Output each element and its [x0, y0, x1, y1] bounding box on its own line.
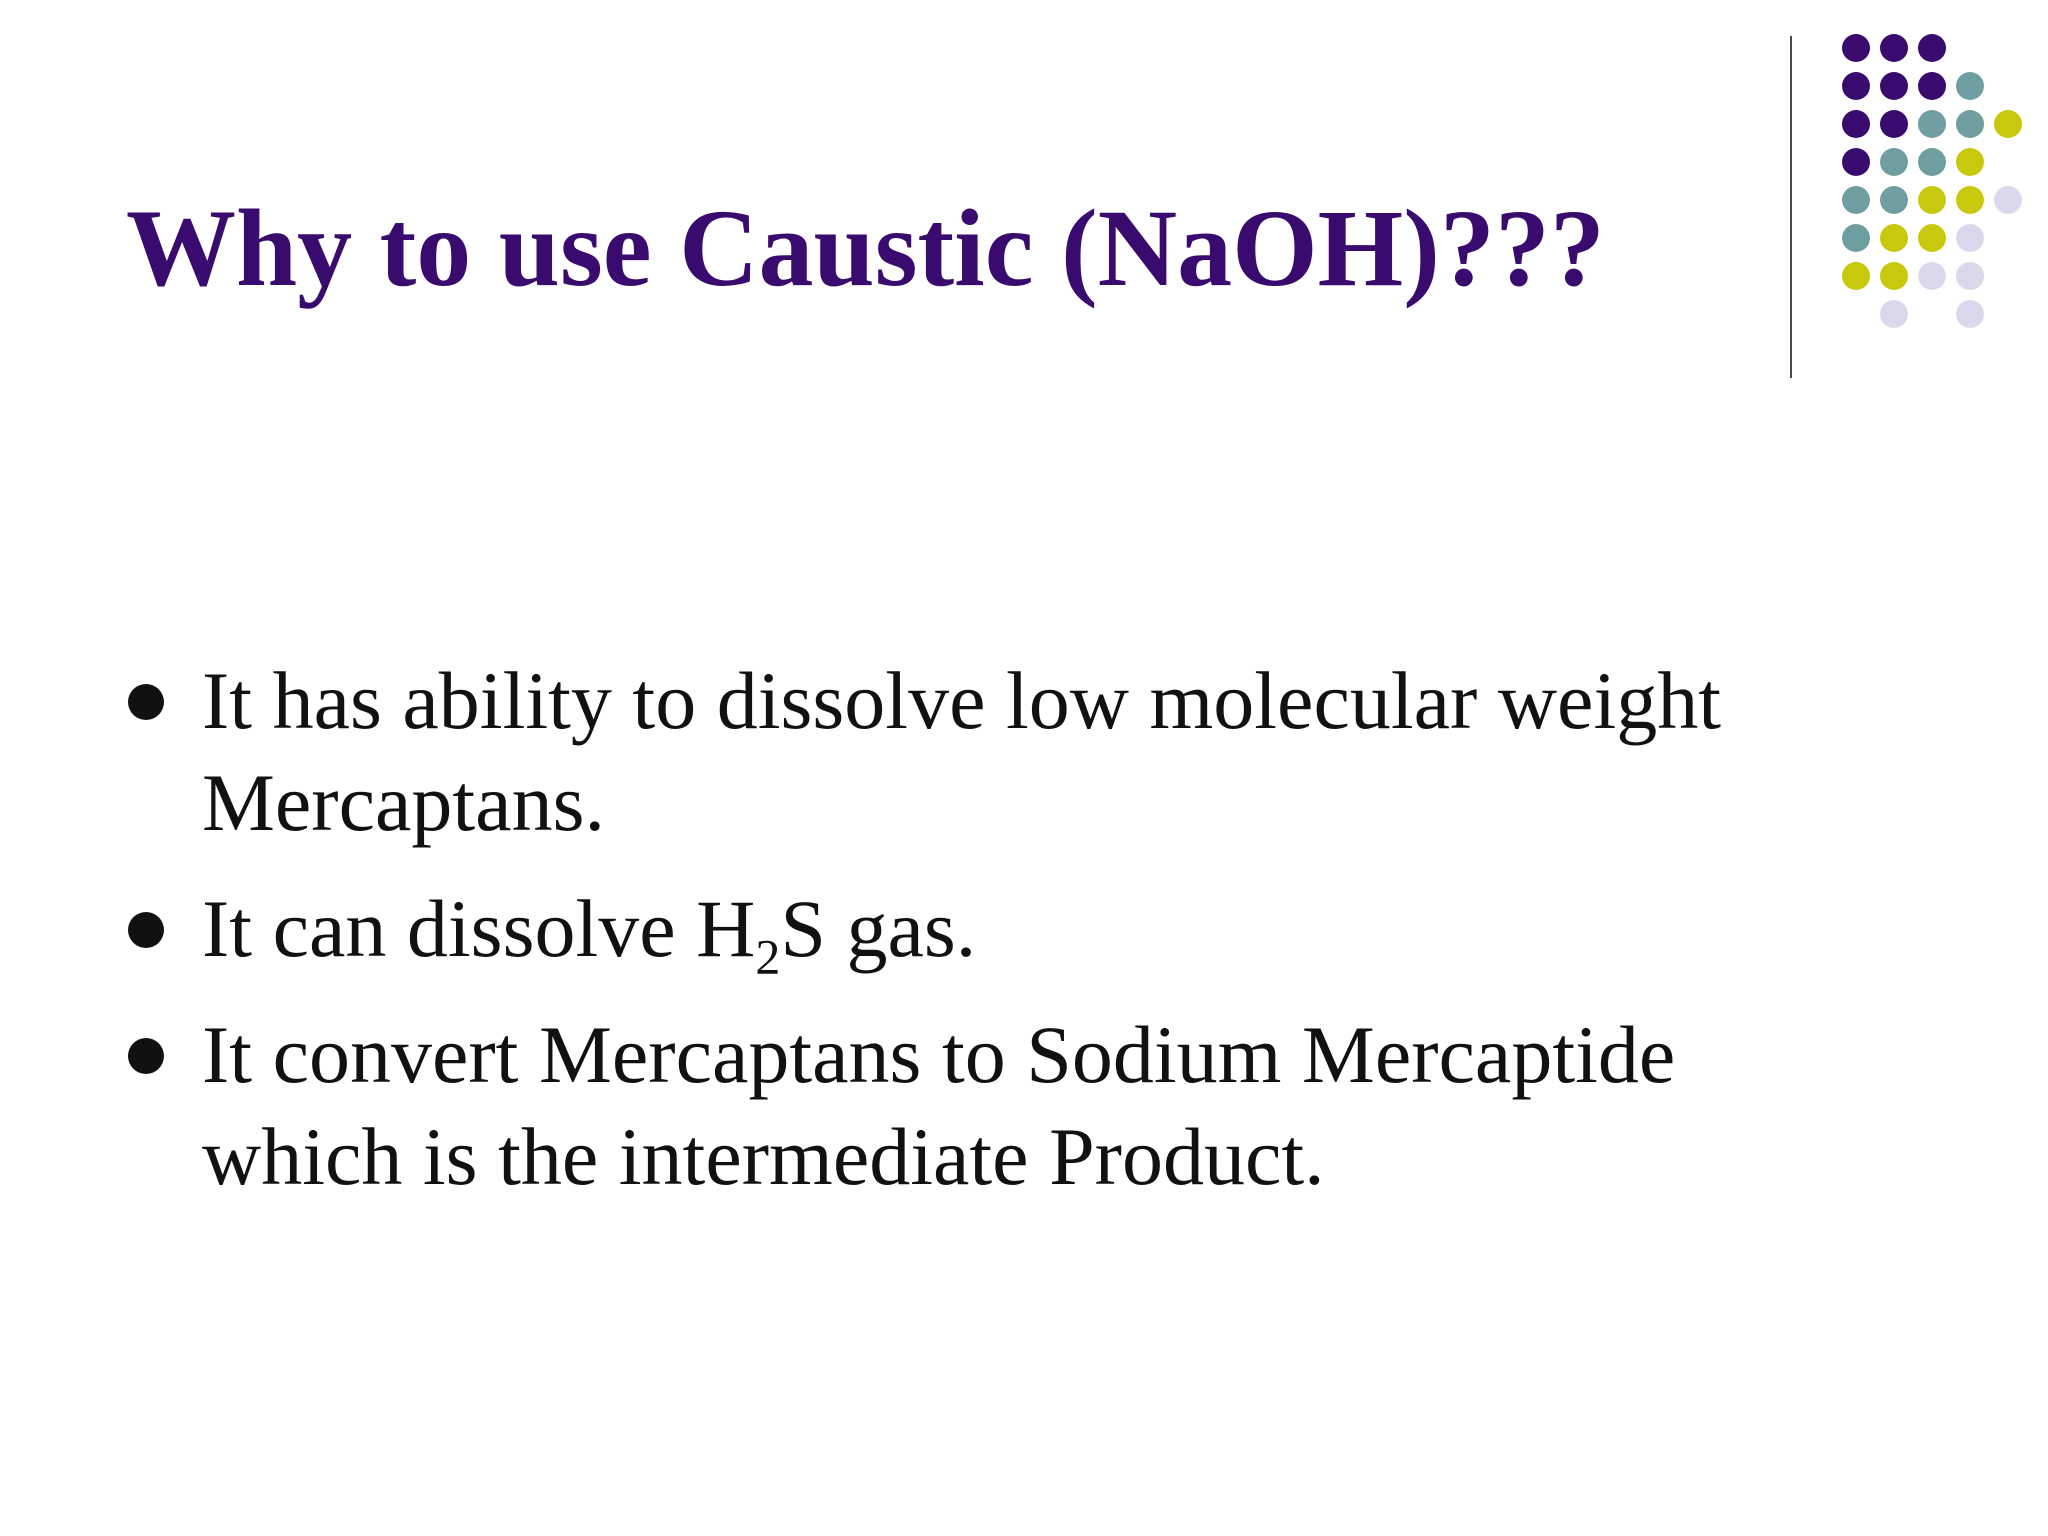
- bullet-dot-icon: [128, 684, 164, 720]
- decorative-dot: [1842, 262, 1870, 290]
- bullet-subscript: 2: [755, 928, 781, 985]
- bullet-text: It convert Mercaptans to Sodium Mercaptide which is the intermediate Product.: [202, 1009, 1676, 1202]
- slide-title: Why to use Caustic (NaOH)???: [126, 187, 1605, 309]
- bullet-text: It has ability to dissolve low molecular weight Mercaptans.: [202, 655, 1722, 848]
- decorative-dot: [1956, 148, 1984, 176]
- decorative-dot: [1918, 224, 1946, 252]
- decorative-dot: [1956, 262, 1984, 290]
- decorative-dot: [1956, 300, 1984, 328]
- decorative-dot: [1918, 72, 1946, 100]
- decorative-dot: [1842, 34, 1870, 62]
- decorative-dot: [1842, 148, 1870, 176]
- bullet-dot-icon: [128, 912, 164, 948]
- decorative-dot: [1994, 110, 2022, 138]
- title-divider-line: [1790, 36, 1792, 378]
- decorative-dot: [1880, 148, 1908, 176]
- decorative-dot: [1880, 34, 1908, 62]
- decorative-dot: [1918, 148, 1946, 176]
- bullet-text-before: It can dissolve H: [202, 883, 756, 974]
- decorative-dot: [1918, 34, 1946, 62]
- decorative-dot: [1842, 110, 1870, 138]
- bullet-dot-icon: [128, 1038, 164, 1074]
- decorative-dot: [1918, 186, 1946, 214]
- decorative-dot: [1994, 186, 2022, 214]
- decorative-dot: [1956, 186, 1984, 214]
- decorative-dot: [1880, 224, 1908, 252]
- decorative-dot: [1880, 262, 1908, 290]
- bullet-text-after: S gas.: [780, 883, 977, 974]
- decorative-dot: [1842, 72, 1870, 100]
- decorative-dot: [1956, 110, 1984, 138]
- decorative-dot: [1918, 110, 1946, 138]
- decorative-dot: [1880, 300, 1908, 328]
- decorative-dot: [1956, 224, 1984, 252]
- bullet-list: [126, 650, 1826, 1232]
- decorative-dot: [1842, 186, 1870, 214]
- decorative-dot: [1842, 224, 1870, 252]
- decorative-dot: [1956, 72, 1984, 100]
- decorative-dot: [1918, 262, 1946, 290]
- decorative-dot: [1880, 72, 1908, 100]
- bullet-item: [126, 878, 1826, 985]
- decorative-dot: [1880, 186, 1908, 214]
- decorative-dot: [1880, 110, 1908, 138]
- bullet-item: [126, 1004, 1826, 1208]
- bullet-item: [126, 650, 1826, 854]
